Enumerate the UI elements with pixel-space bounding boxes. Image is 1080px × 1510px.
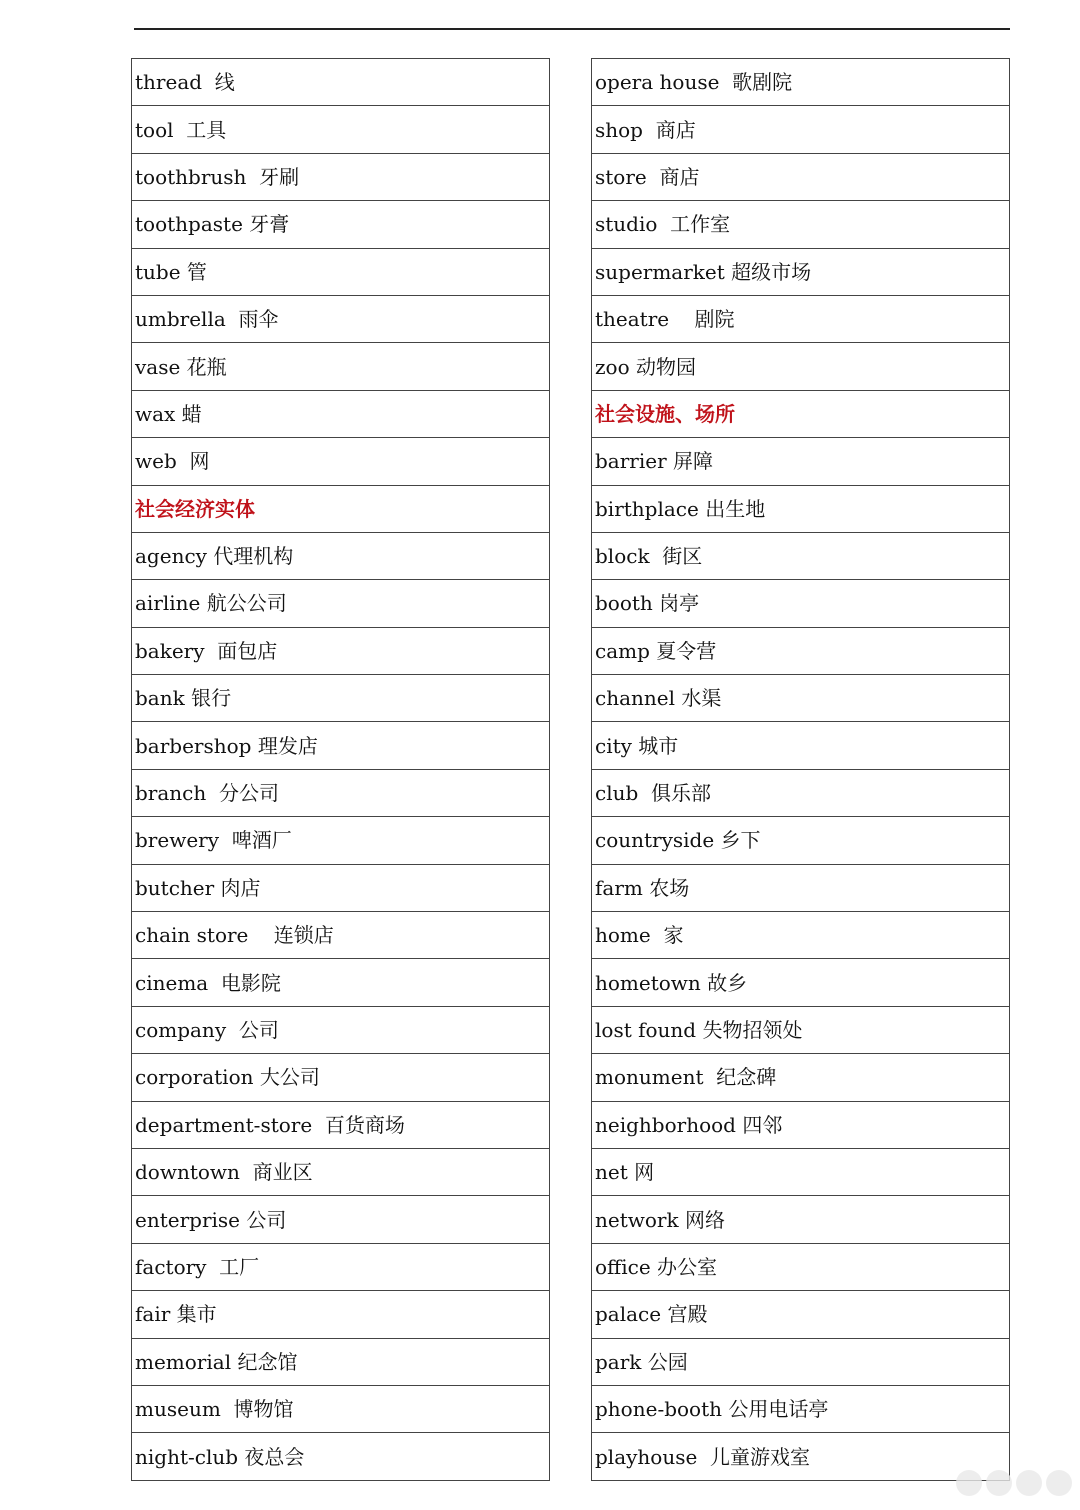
vocab-entry: channel 水渠 xyxy=(592,675,1010,722)
vocab-row xyxy=(592,627,1010,674)
vocab-entry: theatre 剧院 xyxy=(592,295,1010,342)
vocab-entry: chain store 连锁店 xyxy=(132,912,550,959)
vocab-table-left xyxy=(131,58,550,1481)
vocab-entry: toothpaste 牙膏 xyxy=(132,201,550,248)
vocab-entry: club 俱乐部 xyxy=(592,769,1010,816)
vocab-entry: cinema 电影院 xyxy=(132,959,550,1006)
vocab-row xyxy=(132,1291,550,1338)
watermark-dot xyxy=(986,1470,1012,1496)
vocab-entry: memorial 纪念馆 xyxy=(132,1338,550,1385)
vocab-entry: shop 商店 xyxy=(592,106,1010,153)
vocab-row xyxy=(132,675,550,722)
vocab-entry: fair 集市 xyxy=(132,1291,550,1338)
vocab-row xyxy=(592,106,1010,153)
vocab-row xyxy=(132,769,550,816)
vocab-entry: butcher 肉店 xyxy=(132,864,550,911)
vocab-entry: company 公司 xyxy=(132,1006,550,1053)
vocab-row xyxy=(132,390,550,437)
vocab-row xyxy=(132,864,550,911)
vocab-row xyxy=(592,248,1010,295)
vocab-row xyxy=(592,59,1010,106)
vocab-row xyxy=(592,675,1010,722)
vocab-entry: web 网 xyxy=(132,438,550,485)
vocab-entry: wax 蜡 xyxy=(132,390,550,437)
vocab-row xyxy=(132,722,550,769)
vocab-entry: studio 工作室 xyxy=(592,201,1010,248)
vocab-row xyxy=(132,959,550,1006)
vocab-entry: vase 花瓶 xyxy=(132,343,550,390)
vocab-row xyxy=(592,532,1010,579)
vocab-entry: agency 代理机构 xyxy=(132,532,550,579)
vocab-row xyxy=(132,1385,550,1432)
vocab-entry: tool 工具 xyxy=(132,106,550,153)
vocab-entry: monument 纪念碑 xyxy=(592,1054,1010,1101)
vocab-entry: park 公园 xyxy=(592,1338,1010,1385)
vocab-entry: corporation 大公司 xyxy=(132,1054,550,1101)
vocab-row xyxy=(592,201,1010,248)
vocab-entry: barrier 屏障 xyxy=(592,438,1010,485)
vocab-entry: supermarket 超级市场 xyxy=(592,248,1010,295)
vocab-entry: farm 农场 xyxy=(592,864,1010,911)
watermark-dot xyxy=(956,1470,982,1496)
vocab-row xyxy=(592,722,1010,769)
watermark-dots xyxy=(956,1470,1072,1496)
vocab-row xyxy=(592,1148,1010,1195)
vocab-row xyxy=(592,485,1010,532)
vocab-row xyxy=(132,580,550,627)
vocab-entry: umbrella 雨伞 xyxy=(132,295,550,342)
vocab-row xyxy=(132,1148,550,1195)
vocab-row xyxy=(132,248,550,295)
vocab-entry: brewery 啤酒厂 xyxy=(132,817,550,864)
vocab-row xyxy=(132,817,550,864)
vocab-entry: camp 夏令营 xyxy=(592,627,1010,674)
section-heading: 社会设施、场所 xyxy=(592,390,1010,437)
top-rule xyxy=(134,28,1010,30)
vocab-entry: airline 航公公司 xyxy=(132,580,550,627)
vocab-row xyxy=(592,1433,1010,1480)
vocab-row xyxy=(592,1054,1010,1101)
vocab-entry: office 办公室 xyxy=(592,1243,1010,1290)
vocab-entry: factory 工厂 xyxy=(132,1243,550,1290)
vocab-row xyxy=(592,153,1010,200)
vocab-row xyxy=(132,627,550,674)
vocab-row xyxy=(592,1385,1010,1432)
vocab-table-right xyxy=(591,58,1010,1481)
vocab-entry: playhouse 儿童游戏室 xyxy=(592,1433,1010,1480)
vocab-row xyxy=(132,201,550,248)
vocab-entry: toothbrush 牙刷 xyxy=(132,153,550,200)
vocab-row xyxy=(132,1433,550,1480)
vocab-entry: department-store 百货商场 xyxy=(132,1101,550,1148)
vocab-entry: countryside 乡下 xyxy=(592,817,1010,864)
vocab-entry: store 商店 xyxy=(592,153,1010,200)
vocab-row xyxy=(592,864,1010,911)
vocab-entry: phone-booth 公用电话亭 xyxy=(592,1385,1010,1432)
vocab-entry: zoo 动物园 xyxy=(592,343,1010,390)
vocab-row xyxy=(132,912,550,959)
vocab-entry: city 城市 xyxy=(592,722,1010,769)
vocab-entry: branch 分公司 xyxy=(132,769,550,816)
vocab-row xyxy=(132,532,550,579)
vocab-entry: tube 管 xyxy=(132,248,550,295)
vocab-entry: barbershop 理发店 xyxy=(132,722,550,769)
vocab-entry: lost found 失物招领处 xyxy=(592,1006,1010,1053)
vocab-row xyxy=(592,580,1010,627)
vocab-entry: thread 线 xyxy=(132,59,550,106)
vocab-row xyxy=(592,1196,1010,1243)
vocab-row xyxy=(592,343,1010,390)
vocab-entry: bakery 面包店 xyxy=(132,627,550,674)
vocab-row xyxy=(132,1101,550,1148)
vocab-entry: museum 博物馆 xyxy=(132,1385,550,1432)
vocab-row xyxy=(592,912,1010,959)
vocab-entry: enterprise 公司 xyxy=(132,1196,550,1243)
vocab-entry: booth 岗亭 xyxy=(592,580,1010,627)
vocab-row xyxy=(132,1338,550,1385)
vocab-row xyxy=(592,295,1010,342)
vocab-entry: block 街区 xyxy=(592,532,1010,579)
vocab-row xyxy=(592,817,1010,864)
vocab-entry: net 网 xyxy=(592,1148,1010,1195)
vocab-row xyxy=(592,438,1010,485)
vocab-row xyxy=(132,106,550,153)
vocab-row xyxy=(132,1054,550,1101)
vocab-entry: hometown 故乡 xyxy=(592,959,1010,1006)
vocab-entry: neighborhood 四邻 xyxy=(592,1101,1010,1148)
vocab-table-left-body xyxy=(132,59,550,1481)
vocab-row xyxy=(592,1338,1010,1385)
vocab-entry: home 家 xyxy=(592,912,1010,959)
section-heading-row xyxy=(132,485,550,532)
vocab-entry: downtown 商业区 xyxy=(132,1148,550,1195)
vocab-row xyxy=(592,769,1010,816)
watermark-dot xyxy=(1046,1470,1072,1496)
vocab-table-right-body xyxy=(592,59,1010,1481)
vocab-entry: network 网络 xyxy=(592,1196,1010,1243)
vocab-row xyxy=(592,1101,1010,1148)
vocab-row xyxy=(132,1243,550,1290)
vocab-entry: night-club 夜总会 xyxy=(132,1433,550,1480)
section-heading-row xyxy=(592,390,1010,437)
vocab-row xyxy=(132,1006,550,1053)
vocab-row xyxy=(592,959,1010,1006)
vocab-entry: bank 银行 xyxy=(132,675,550,722)
vocab-row xyxy=(132,59,550,106)
vocab-entry: palace 宫殿 xyxy=(592,1291,1010,1338)
vocab-row xyxy=(132,438,550,485)
section-heading: 社会经济实体 xyxy=(132,485,550,532)
vocab-row xyxy=(592,1243,1010,1290)
vocab-entry: opera house 歌剧院 xyxy=(592,59,1010,106)
vocab-row xyxy=(592,1006,1010,1053)
watermark-dot xyxy=(1016,1470,1042,1496)
vocab-row xyxy=(592,1291,1010,1338)
vocab-row xyxy=(132,153,550,200)
vocab-row xyxy=(132,295,550,342)
vocab-entry: birthplace 出生地 xyxy=(592,485,1010,532)
vocab-row xyxy=(132,1196,550,1243)
vocab-row xyxy=(132,343,550,390)
